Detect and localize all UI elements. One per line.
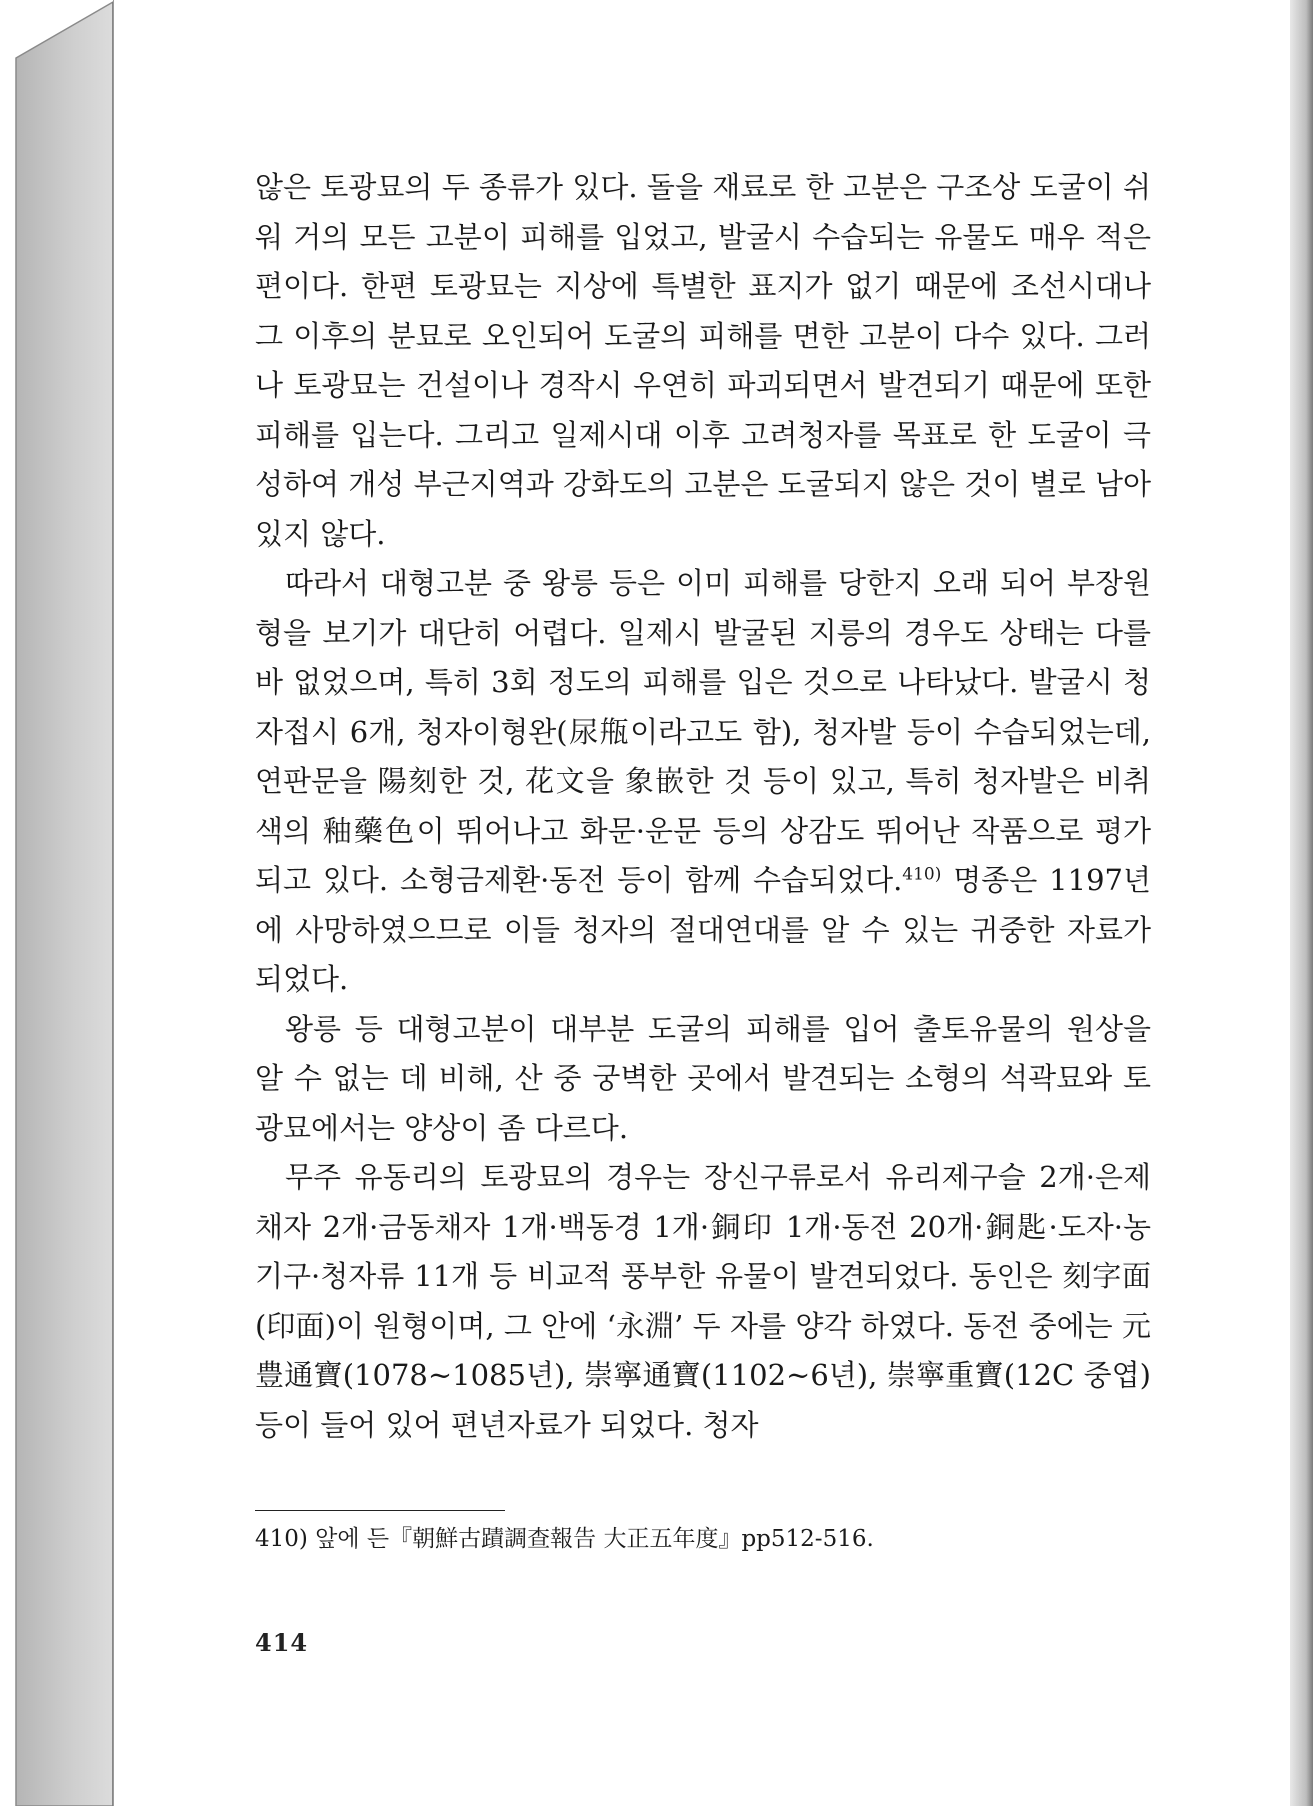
paragraph-2-text-a: 따라서 대형고분 중 왕릉 등은 이미 피해를 당한지 오래 되어 부장원형을 보기가 대단히 어렵다. 일제시 발굴된 지릉의 경우도 상태는 다를 바 없었으며, 특히 3회 정도의 피해를 입은 것으로 나타났다. 발굴시 청자접시 6개, 청자이형완(尿甁이라고도 함), 청자발 등이 수습되었는데, 연판문을 陽刻한 것, 花文을 象嵌한 것 등이 있고, 특히 청자발은 비취색의 釉藥色이 뛰어나고 화문·운문 등의 상감도 뛰어난 작품으로 평가되고 있다. 소형금제환·동전 등이 함께 수습되었다.: [255, 566, 1151, 897]
book-spine: [0, 0, 120, 1806]
footnote-divider: [255, 1510, 505, 1511]
page-edge-shadow: [1290, 0, 1313, 1806]
paragraph-2: [255, 559, 1151, 1005]
paragraph-2-text-b: 명종은 1197년에 사망하였으므로 이들 청자의 절대연대를 알 수 있는 귀중한 자료가 되었다.: [255, 863, 1151, 996]
paragraph-1: 않은 토광묘의 두 종류가 있다. 돌을 재료로 한 고분은 구조상 도굴이 쉬워 거의 모든 고분이 피해를 입었고, 발굴시 수습되는 유물도 매우 적은 편이다. 한편 토광묘는 지상에 특별한 표지가 없기 때문에 조선시대나 그 이후의 분묘로 오인되어 도굴의 피해를 면한 고분이 다수 있다. 그러나 토광묘는 건설이나 경작시 우연히 파괴되면서 발견되기 때문에 또한 피해를 입는다. 그리고 일제시대 이후 고려청자를 목표로 한 도굴이 극성하여 개성 부근지역과 강화도의 고분은 도굴되지 않은 것이 별로 남아 있지 않다.: [255, 170, 1151, 551]
paragraph-4: 무주 유동리의 토광묘의 경우는 장신구류로서 유리제구슬 2개·은제채자 2개·금동채자 1개·백동경 1개·銅印 1개·동전 20개·銅匙·도자·농기구·청자류 11개 등 비교적 풍부한 유물이 발견되었다. 동인은 刻字面(印面)이 원형이며, 그 안에 ‘永淵’ 두 자를 양각 하였다. 동전 중에는 元豊通寶(1078~1085년), 崇寧通寶(1102~6년), 崇寧重寶(12C 중엽) 등이 들어 있어 편년자료가 되었다. 청자: [255, 1160, 1151, 1442]
page-number: 414: [255, 1628, 309, 1657]
body-text: [255, 163, 1151, 1450]
paragraph-3: 왕릉 등 대형고분이 대부분 도굴의 피해를 입어 출토유물의 원상을 알 수 없는 데 비해, 산 중 궁벽한 곳에서 발견되는 소형의 석곽묘와 토광묘에서는 양상이 좀 다르다.: [255, 1011, 1151, 1145]
footnote-reference[interactable]: 410): [902, 864, 942, 885]
footnote-410: 410) 앞에 든『朝鮮古蹟調查報告 大正五年度』pp512-516.: [255, 1526, 874, 1552]
